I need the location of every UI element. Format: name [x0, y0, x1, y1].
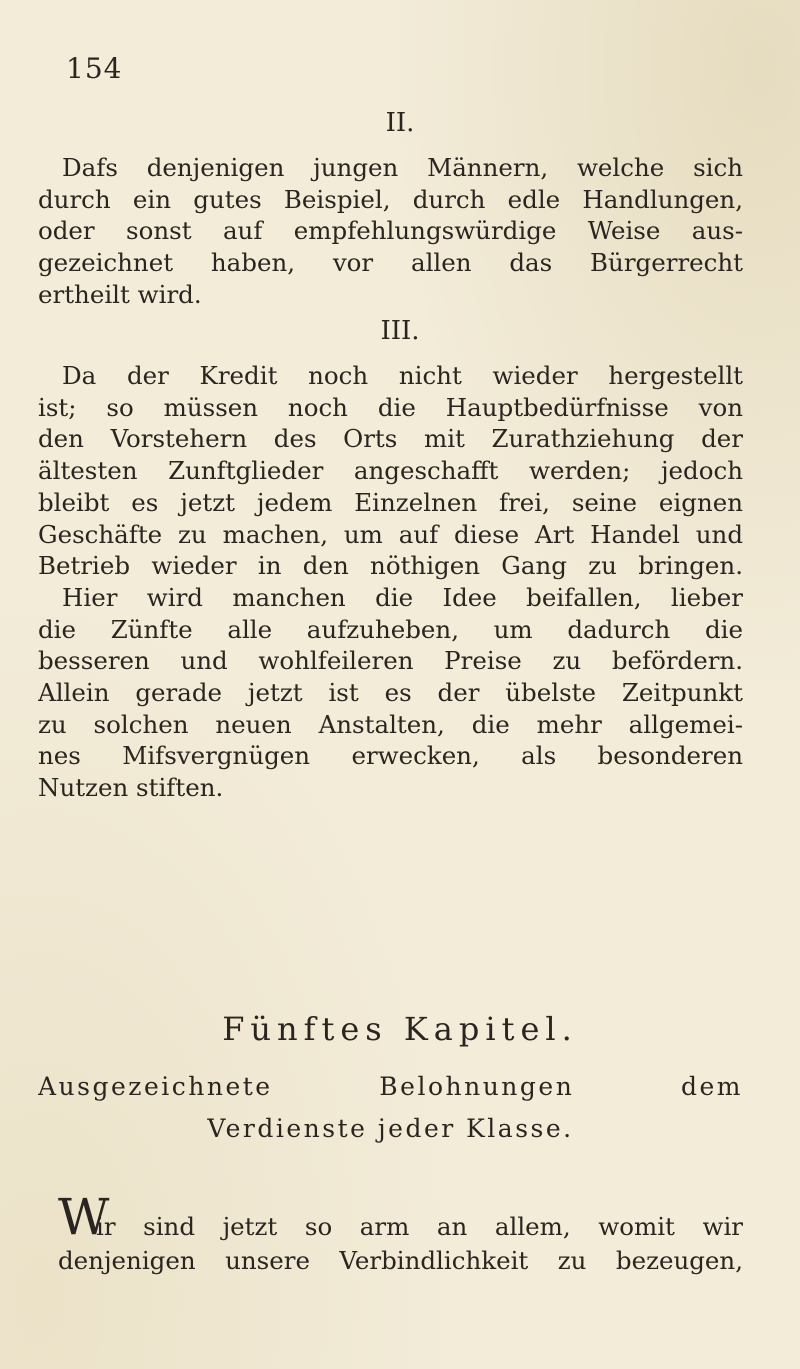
section-iii-paragraph [38, 360, 743, 804]
paragraph-line: gezeichnet haben, vor allen das Bürgerrecht [38, 248, 743, 278]
paragraph-line: Hier wird manchen die Idee beifallen, lieber [62, 582, 743, 612]
paragraph-line: Allein gerade jetzt ist es der übelste Zeitpunkt [38, 678, 743, 708]
page-number: 154 [66, 52, 123, 85]
paragraph-line: den Vorstehern des Orts mit Zurathziehung der [38, 424, 743, 454]
paragraph-line: nes Mifsvergnügen erwecken, als besonderen [38, 741, 743, 771]
drop-cap: W [58, 1188, 110, 1246]
paragraph-line: Nutzen stiften. [38, 773, 224, 803]
paragraph-line: ist; so müssen noch die Hauptbedürfnisse von [38, 392, 743, 422]
paragraph-line: ir sind jetzt so arm an allem, womit wir [96, 1212, 743, 1241]
paragraph-line: oder sonst auf empfehlungswürdige Weise aus- [38, 216, 743, 246]
paragraph-line: Betrieb wieder in den nöthigen Gang zu bringen. [38, 551, 743, 581]
section-heading-iii: III. [380, 316, 420, 346]
paragraph-line: besseren und wohlfeileren Preise zu befördern. [38, 646, 743, 676]
chapter-subtitle [38, 1066, 743, 1150]
paragraph-line: Geschäfte zu machen, um auf diese Art Handel und [38, 519, 743, 549]
paragraph-line: Da der Kredit noch nicht wieder hergestellt [62, 361, 743, 390]
chapter-subtitle-line: Verdienste jeder Klasse. [207, 1114, 574, 1143]
paragraph-line: ertheilt wird. [38, 279, 202, 309]
section-ii-paragraph [38, 152, 743, 311]
chapter-subtitle-line: Ausgezeichnete Belohnungen dem [38, 1072, 743, 1101]
paragraph-line: durch ein gutes Beispiel, durch edle Handlungen, [38, 184, 743, 214]
section-heading-ii: II. [385, 108, 415, 138]
paragraph-line: die Zünfte alle aufzuheben, um dadurch die [38, 614, 743, 644]
chapter-opening-paragraph [58, 1188, 743, 1278]
paragraph-line: ältesten Zunftglieder angeschafft werden; jedoch [38, 456, 743, 486]
chapter-title: Fünftes Kapitel. [222, 1010, 578, 1048]
paragraph-line: bleibt es jetzt jedem Einzelnen frei, seine eignen [38, 487, 743, 517]
paragraph-line: zu solchen neuen Anstalten, die mehr allgemei- [38, 709, 743, 739]
paragraph-line: denjenigen unsere Verbindlichkeit zu bezeugen, [58, 1246, 743, 1275]
paragraph-line: Dafs denjenigen jungen Männern, welche sich [62, 153, 743, 182]
